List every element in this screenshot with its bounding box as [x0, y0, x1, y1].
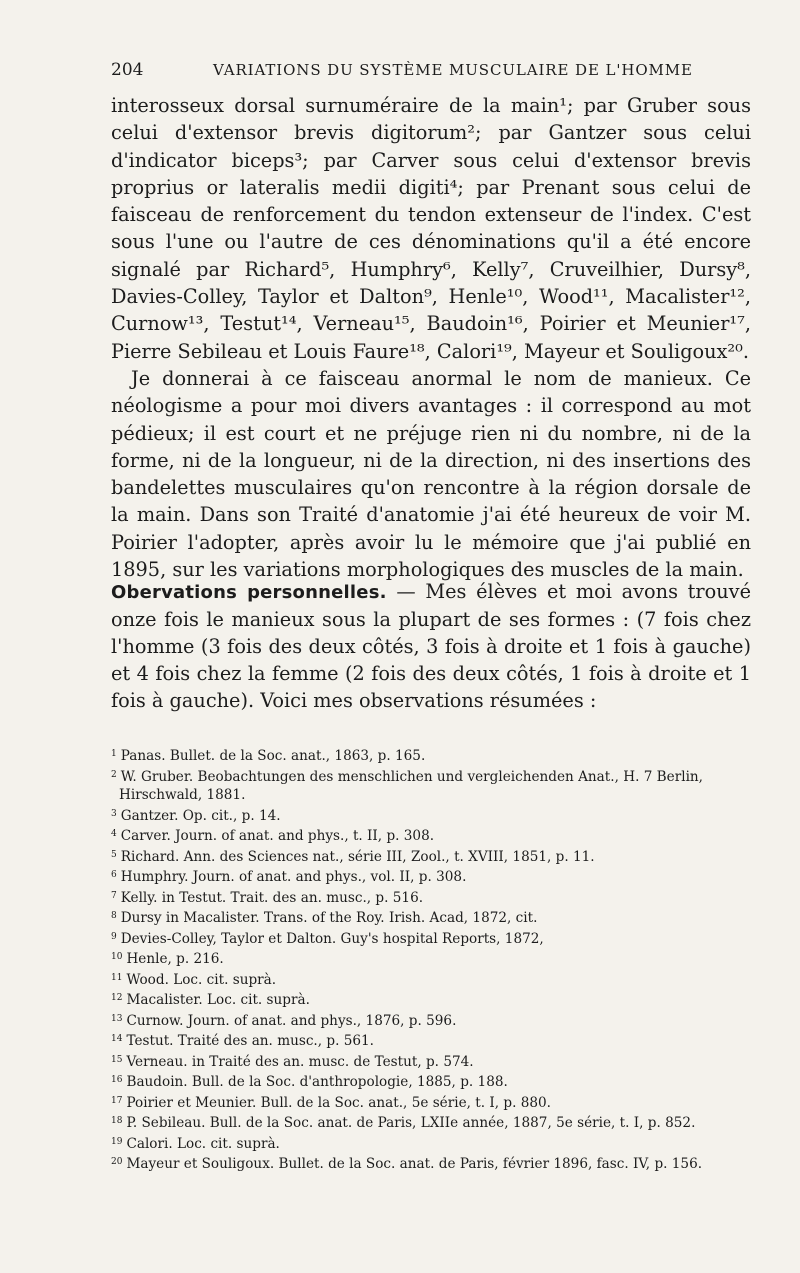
footnote [111, 1010, 751, 1031]
footnotes [111, 745, 751, 1174]
footnote-text: Macalister. Loc. cit. suprà. [126, 992, 310, 1008]
footnote [111, 1112, 751, 1133]
footnote [111, 928, 751, 949]
footnote [111, 1051, 751, 1072]
footnote [111, 887, 751, 908]
footnote-text: Henle, p. 216. [126, 951, 224, 967]
footnote-number: 8 [111, 911, 117, 921]
footnote [111, 969, 751, 990]
footnote [111, 846, 751, 867]
footnote [111, 866, 751, 887]
section-heading: Obervations personnelles. [111, 582, 387, 603]
footnote-number: 19 [111, 1136, 123, 1147]
footnote-number: 15 [111, 1054, 123, 1065]
footnote-number: 3 [111, 808, 117, 819]
footnote [111, 907, 751, 928]
footnote-text: Verneau. in Traité des an. musc. de Testut, p. 574. [126, 1053, 474, 1070]
running-title: VARIATIONS DU SYSTÈME MUSCULAIRE DE L'HOMME [213, 61, 693, 79]
footnote-text: Gantzer. Op. cit., p. 14. [120, 807, 281, 824]
footnote-text: Poirier et Meunier. Bull. de la Soc. anat., 5e série, t. I, p. 880. [126, 1094, 551, 1111]
footnote-text: Kelly. in Testut. Trait. des an. musc., p. 516. [120, 889, 424, 906]
footnote [111, 1030, 751, 1051]
footnote [111, 1153, 751, 1174]
footnote-text: Carver. Journ. of anat. and phys., t. II, p. 308. [120, 828, 435, 844]
footnote-text: Calori. Loc. cit. suprà. [126, 1135, 280, 1152]
footnote [111, 825, 751, 846]
footnote [111, 805, 751, 826]
footnote-text: Testut. Traité des an. musc., p. 561. [126, 1033, 375, 1049]
footnote-text: Dursy in Macalister. Trans. of the Roy. Irish. Acad, 1872, cit. [120, 910, 538, 926]
footnote [111, 1071, 751, 1092]
footnote-number: 18 [111, 1116, 123, 1126]
footnote [111, 1133, 751, 1154]
footnote-number: 20 [111, 1157, 123, 1167]
footnote-text: Baudoin. Bull. de la Soc. d'anthropologie, 1885, p. 188. [126, 1074, 508, 1090]
footnote-number: 2 [111, 769, 117, 780]
footnote-text: Humphry. Journ. of anat. and phys., vol. II, p. 308. [120, 869, 467, 885]
footnote-text: Richard. Ann. des Sciences nat., série III, Zool., t. XVIII, 1851, p. 11. [120, 848, 595, 865]
footnote-number: 5 [111, 849, 117, 860]
footnote-text: Panas. Bullet. de la Soc. anat., 1863, p. 165. [120, 748, 426, 764]
page-header [111, 60, 751, 84]
paragraph-manieux: Je donnerai à ce faisceau anormal le nom de manieux. Ce néologisme a pour moi divers avantages : il correspond au mot pédieux; il est court et ne préjuge rien ni du nombre, ni de la forme, ni de la longueur, ni de la direction, ni des insertions des bandelettes musculaires qu'on rencontre à la région dorsale de la main. Dans son Traité d'anatomie j'ai été heureux de voir M. Poirier l'adopter, après avoir lu le mémoire que j'ai publié en 1895, sur les variations morphologiques des muscles de la main. [111, 366, 751, 582]
paragraph-synonyms: interosseux dorsal surnuméraire de la main¹; par Gruber sous celui d'extensor brevis digitorum²; par Gantzer sous celui d'indicator biceps³; par Carver sous celui d'extensor brevis proprius or lateralis medii digiti⁴; par Prenant sous celui de faisceau de renforcement du tendon extenseur de l'index. C'est sous l'une ou l'autre de ces dénominations qu'il a été encore signalé par Richard⁵, Humphry⁶, Kelly⁷, Cruveilhier, Dursy⁸, Davies-Colley, Taylor et Dalton⁹, Henle¹⁰, Wood¹¹, Macalister¹², Curnow¹³, Testut¹⁴, Verneau¹⁵, Baudoin¹⁶, Poirier et Meunier¹⁷, Pierre Sebileau et Louis Faure¹⁸, Calori¹⁹, Mayeur et Souligoux²⁰. [111, 94, 751, 363]
footnote-text: Curnow. Journ. of anat. and phys., 1876, p. 596. [126, 1012, 457, 1029]
footnote [111, 948, 751, 969]
footnote [111, 1092, 751, 1113]
footnote-number: 11 [111, 972, 123, 983]
footnote-text: W. Gruber. Beobachtungen des menschlichen und vergleichenden Anat., H. 7 Berlin, Hirschwald, 1881. [119, 768, 703, 803]
footnote [111, 745, 751, 766]
footnote-number: 7 [111, 890, 117, 901]
observations-text: — Mes élèves et moi avons trouvé onze fois le manieux sous la plupart de ses formes : (7 fois chez l'homme (3 fois des deux côtés, 3 fois à droite et 1 fois à gauche) et 4 fois chez la femme (2 fois des deux côtés, 1 fois à droite et 1 fois à gauche). Voici mes observations résumées : [111, 580, 751, 712]
footnote-number: 16 [111, 1075, 123, 1085]
footnote-text: P. Sebileau. Bull. de la Soc. anat. de Paris, LXIIe année, 1887, 5e série, t. I, p. 852. [126, 1115, 696, 1131]
footnote-number: 14 [111, 1034, 123, 1044]
footnote-text: Wood. Loc. cit. suprà. [126, 971, 277, 988]
footnote-text: Mayeur et Souligoux. Bullet. de la Soc. anat. de Paris, février 1896, fasc. IV, p. 156. [126, 1156, 703, 1172]
observations-section [111, 578, 751, 714]
page-number: 204 [111, 60, 144, 80]
footnote-number: 4 [111, 829, 117, 839]
footnote [111, 989, 751, 1010]
footnote-number: 1 [111, 749, 117, 759]
footnote-text: Devies-Colley, Taylor et Dalton. Guy's hospital Reports, 1872, [120, 930, 544, 947]
footnote-number: 12 [111, 993, 123, 1003]
footnote [111, 766, 751, 805]
footnote-number: 10 [111, 952, 123, 962]
footnote-number: 13 [111, 1013, 123, 1024]
footnote-number: 9 [111, 931, 117, 942]
main-text [111, 92, 751, 583]
footnote-number: 17 [111, 1095, 123, 1106]
footnote-number: 6 [111, 870, 117, 880]
